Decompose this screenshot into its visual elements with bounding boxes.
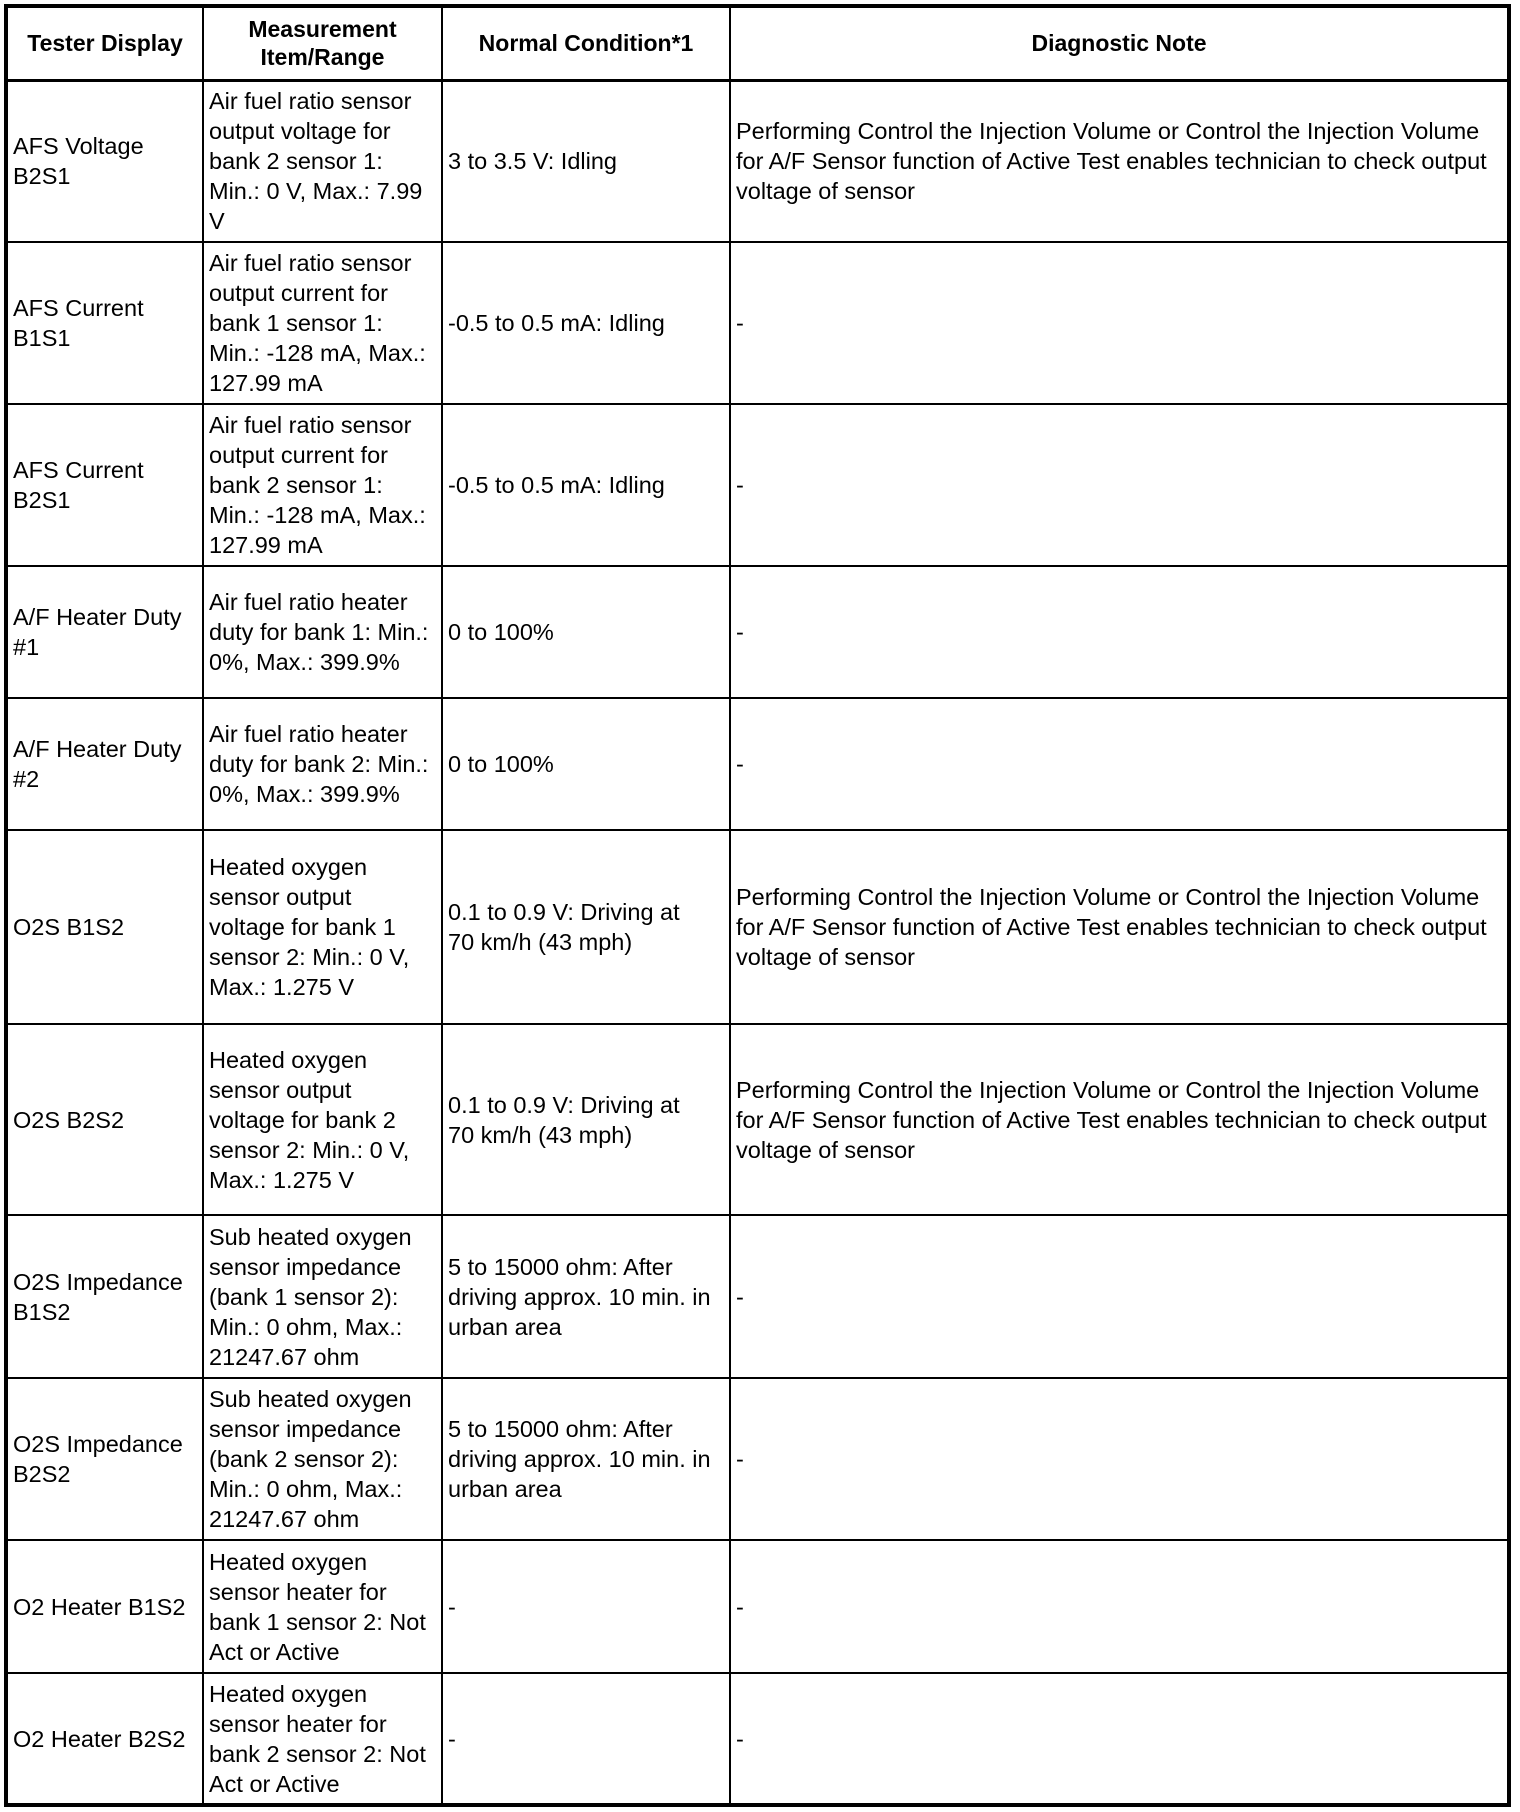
measurement-cell: Heated oxygen sensor heater for bank 2 sensor 2: Not Act or Active <box>203 1673 442 1805</box>
table-row <box>6 1215 1509 1378</box>
table-row <box>6 1378 1509 1540</box>
normal-condition-cell: 5 to 15000 ohm: After driving approx. 10 min. in urban area <box>442 1215 730 1378</box>
tester-display-cell: A/F Heater Duty #2 <box>6 698 203 830</box>
tester-display-cell: AFS Current B2S1 <box>6 404 203 566</box>
header-tester-display: Tester Display <box>6 6 203 80</box>
normal-condition-cell: 5 to 15000 ohm: After driving approx. 10 min. in urban area <box>442 1378 730 1540</box>
tester-display-cell: O2S B1S2 <box>6 830 203 1024</box>
normal-condition-cell: 0.1 to 0.9 V: Driving at 70 km/h (43 mph) <box>442 1024 730 1215</box>
tester-display-cell: A/F Heater Duty #1 <box>6 566 203 698</box>
tester-display-cell: O2S B2S2 <box>6 1024 203 1215</box>
diagnostic-note-cell: - <box>730 242 1509 404</box>
measurement-cell: Air fuel ratio sensor output voltage for bank 2 sensor 1: Min.: 0 V, Max.: 7.99 V <box>203 80 442 242</box>
table-row <box>6 1673 1509 1805</box>
diagnostic-note-cell: - <box>730 1673 1509 1805</box>
diagnostic-note-cell: Performing Control the Injection Volume or Control the Injection Volume for A/F Sensor function of Active Test enables technician to check output voltage of sensor <box>730 830 1509 1024</box>
normal-condition-cell: 0.1 to 0.9 V: Driving at 70 km/h (43 mph) <box>442 830 730 1024</box>
data-list-table <box>4 4 1511 1807</box>
measurement-cell: Air fuel ratio sensor output current for bank 2 sensor 1: Min.: -128 mA, Max.: 127.99 mA <box>203 404 442 566</box>
normal-condition-cell: - <box>442 1673 730 1805</box>
tester-display-cell: O2S Impedance B2S2 <box>6 1378 203 1540</box>
table-row <box>6 830 1509 1024</box>
normal-condition-cell: -0.5 to 0.5 mA: Idling <box>442 242 730 404</box>
measurement-cell: Air fuel ratio heater duty for bank 2: Min.: 0%, Max.: 399.9% <box>203 698 442 830</box>
diagnostic-note-cell: Performing Control the Injection Volume or Control the Injection Volume for A/F Sensor function of Active Test enables technician to check output voltage of sensor <box>730 1024 1509 1215</box>
measurement-cell: Heated oxygen sensor output voltage for bank 2 sensor 2: Min.: 0 V, Max.: 1.275 V <box>203 1024 442 1215</box>
normal-condition-cell: 0 to 100% <box>442 698 730 830</box>
tester-display-cell: O2 Heater B2S2 <box>6 1673 203 1805</box>
measurement-cell: Sub heated oxygen sensor impedance (bank 2 sensor 2): Min.: 0 ohm, Max.: 21247.67 ohm <box>203 1378 442 1540</box>
tester-display-cell: AFS Current B1S1 <box>6 242 203 404</box>
table-row <box>6 566 1509 698</box>
normal-condition-cell: - <box>442 1540 730 1673</box>
diagnostic-note-cell: - <box>730 404 1509 566</box>
diagnostic-note-cell: Performing Control the Injection Volume or Control the Injection Volume for A/F Sensor function of Active Test enables technician to check output voltage of sensor <box>730 80 1509 242</box>
header-row <box>6 6 1509 80</box>
header-normal-condition: Normal Condition*1 <box>442 6 730 80</box>
normal-condition-cell: 3 to 3.5 V: Idling <box>442 80 730 242</box>
table-row <box>6 242 1509 404</box>
table-row <box>6 1024 1509 1215</box>
table-row <box>6 404 1509 566</box>
normal-condition-cell: 0 to 100% <box>442 566 730 698</box>
table-row <box>6 80 1509 242</box>
measurement-cell: Heated oxygen sensor output voltage for bank 1 sensor 2: Min.: 0 V, Max.: 1.275 V <box>203 830 442 1024</box>
diagnostic-note-cell: - <box>730 1378 1509 1540</box>
table-row <box>6 698 1509 830</box>
tester-display-cell: O2 Heater B1S2 <box>6 1540 203 1673</box>
measurement-cell: Heated oxygen sensor heater for bank 1 sensor 2: Not Act or Active <box>203 1540 442 1673</box>
tester-display-cell: AFS Voltage B2S1 <box>6 80 203 242</box>
measurement-cell: Air fuel ratio sensor output current for bank 1 sensor 1: Min.: -128 mA, Max.: 127.99 mA <box>203 242 442 404</box>
measurement-cell: Sub heated oxygen sensor impedance (bank 1 sensor 2): Min.: 0 ohm, Max.: 21247.67 ohm <box>203 1215 442 1378</box>
diagnostic-note-cell: - <box>730 1540 1509 1673</box>
measurement-cell: Air fuel ratio heater duty for bank 1: Min.: 0%, Max.: 399.9% <box>203 566 442 698</box>
header-measurement-item-range: Measurement Item/Range <box>203 6 442 80</box>
table-row <box>6 1540 1509 1673</box>
normal-condition-cell: -0.5 to 0.5 mA: Idling <box>442 404 730 566</box>
header-diagnostic-note: Diagnostic Note <box>730 6 1509 80</box>
tester-display-cell: O2S Impedance B1S2 <box>6 1215 203 1378</box>
diagnostic-note-cell: - <box>730 566 1509 698</box>
diagnostic-note-cell: - <box>730 1215 1509 1378</box>
diagnostic-note-cell: - <box>730 698 1509 830</box>
